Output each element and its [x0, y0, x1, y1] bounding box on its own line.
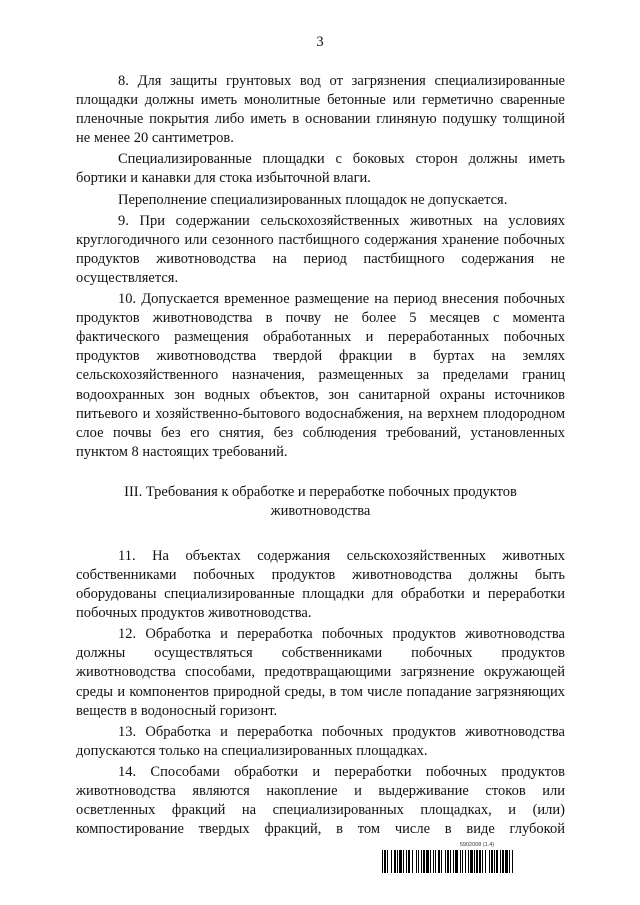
- document-body: [76, 72, 565, 841]
- page-number: 3: [316, 34, 324, 50]
- paragraph-9: 9. При содержании сельскохозяйственных животных на условиях круглогодичного или сезонного пастбищного содержания хранение побочных продуктов животноводства на период пастбищного содержания не осуществляется.: [76, 212, 565, 286]
- barcode-image: [382, 850, 580, 873]
- barcode-gap: [513, 850, 514, 873]
- paragraph-11: 11. На объектах содержания сельскохозяйственных животных собственниками побочных продуктов животноводства должны быть оборудованы специализированные площадки для обработки и переработки побочных продуктов животноводства.: [76, 547, 565, 622]
- paragraph-10: 10. Допускается временное размещение на период внесения побочных продуктов животноводства в почву не более 5 месяцев с момента фактического размещения обработанных и переработанных побочных продуктов животноводства твердой фракции в буртах на землях сельскохозяйственного назначения, размещенных за пределами границ водоохранных зон водных объектов, зон санитарной охраны источников питьевого и хозяйственно-бытового водоснабжения, на верхнем плодородном слое почвы без его снятия, без соблюдения требований, установленных пунктом 8 настоящих требований.: [76, 291, 565, 460]
- section-heading-line1: III. Требования к обработке и переработке побочных продуктов: [124, 483, 517, 500]
- barcode-caption: 5902008 (1.4): [459, 842, 495, 848]
- paragraph-8: 8. Для защиты грунтовых вод от загрязнения специализированные площадки должны иметь монолитные бетонные или герметично сваренные пленочные покрытия либо иметь в основании глиняную подушку толщиной не менее 20 сантиметров.: [76, 73, 565, 147]
- paragraph-14: 14. Способами обработки и переработки побочных продуктов животноводства являются накопление и выдерживание стоков или осветленных фракций на специализированных площадках, и (или) компостирование твердых фракций, в том числе в виде глубокой: [76, 763, 565, 838]
- paragraph-13: 13. Обработка и переработка побочных продуктов животноводства допускаются только на специализированных площадках.: [76, 723, 565, 759]
- paragraph-12: 12. Обработка и переработка побочных продуктов животноводства должны осуществляться собственниками побочных продуктов животноводства способами, предотвращающими загрязнение окружающей среды и компонентов природной среды, в том числе попадание загрязняющих веществ в водоносный горизонт.: [76, 626, 565, 719]
- section-heading-line2: животноводства: [270, 502, 371, 519]
- paragraph-8-overflow: Переполнение специализированных площадок не допускается.: [118, 191, 508, 208]
- paragraph-8-sides: Специализированные площадки с боковых сторон должны иметь бортики и канавки для стока избыточной влаги.: [76, 151, 565, 187]
- document-barcode: [382, 842, 580, 873]
- section-heading: [76, 483, 565, 521]
